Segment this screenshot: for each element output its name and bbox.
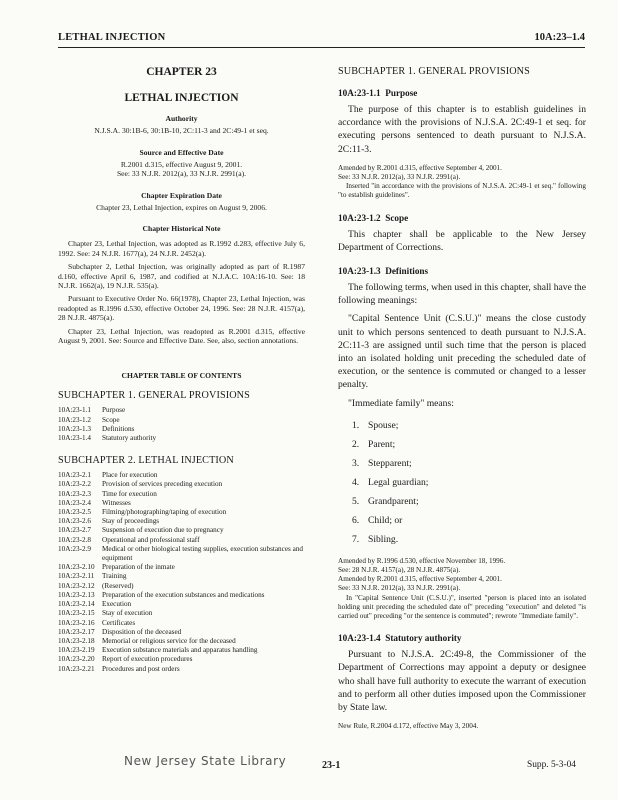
list-item: 7. Sibling. — [352, 533, 399, 545]
section-note: New Rule, R.2004 d.172, effective May 3, 2004. — [338, 722, 479, 731]
list-item: 4. Legal guardian; — [352, 476, 429, 488]
source-line: See: 33 N.J.R. 2012(a), 33 N.J.R. 2991(a). — [116, 169, 247, 179]
toc-row[interactable]: 10A:23-2.20 Report of execution procedures — [58, 655, 193, 664]
toc-row[interactable]: 10A:23-1.4 Statutory authority — [58, 434, 157, 443]
toc-row[interactable]: 10A:23-2.19 Execution substance materials and apparatus handling — [58, 646, 258, 655]
section-heading-1-1: 10A:23-1.1 Purpose — [338, 88, 418, 98]
section-body: Pursuant to N.J.S.A. 2C:49-8, the Commissioner of the Department of Corrections may appoint a deputy or designee who shall have full authority to execute the warrant of execution and to perform all other duties imposed upon the Commissioner by State law. — [338, 649, 586, 714]
source-line: R.2001 d.315, effective August 9, 2001. — [120, 159, 243, 169]
definition-family: "Immediate family" means: — [348, 397, 454, 409]
toc-row[interactable]: 10A:23-2.10 Preparation of the inmate — [58, 563, 175, 572]
toc-row[interactable]: 10A:23-2.15 Stay of execution — [58, 609, 153, 618]
history-paragraph: Chapter 23, Lethal Injection, was adopted as R.1992 d.283, effective July 6, 1992. See: 24 N.J.R. 1677(a), 24 N.J.R. 2452(a). — [58, 239, 305, 258]
chapter-title: LETHAL INJECTION — [124, 92, 239, 104]
toc-row[interactable]: 10A:23-2.3 Time for execution — [58, 489, 157, 498]
library-stamp: New Jersey State Library — [124, 754, 287, 768]
header-title: LETHAL INJECTION — [58, 32, 166, 43]
source-text — [58, 160, 305, 179]
expiration-heading: Chapter Expiration Date — [141, 190, 222, 200]
definition-csu: "Capital Sentence Unit (C.S.U.)" means the close custody unit to which persons sentenced to death pursuant to N.J.S.A. 2C:11-3 are assigned until such time that the person is placed into an isolated holding unit preceding the scheduled date of execution, or the sentence is commuted or changed to a lesser penalty. — [338, 313, 586, 391]
toc-row[interactable]: 10A:23-1.1 Purpose — [58, 406, 126, 415]
toc-row[interactable]: 10A:23-2.16 Certificates — [58, 618, 136, 627]
header-section: 10A:23–1.4 — [534, 32, 585, 43]
section-body: The following terms, when used in this chapter, shall have the following meanings: — [338, 282, 586, 307]
toc-heading: CHAPTER TABLE OF CONTENTS — [121, 371, 242, 381]
list-item: 5. Grandparent; — [352, 495, 419, 507]
history-heading: Chapter Historical Note — [142, 224, 221, 234]
toc-subchapter-1-title: SUBCHAPTER 1. GENERAL PROVISIONS — [58, 390, 250, 402]
toc-row[interactable]: 10A:23-2.7 Suspension of execution due to pregnancy — [58, 526, 224, 535]
toc-subchapter-1-list — [58, 406, 156, 443]
header-rule — [58, 47, 585, 48]
toc-row[interactable]: 10A:23-2.5 Filming/photographing/taping of execution — [58, 508, 227, 517]
page-number: 23-1 — [322, 760, 341, 771]
list-item: 6. Child; or — [352, 514, 403, 526]
authority-text: N.J.S.A. 30:1B-6, 30:1B-10, 2C:11-3 and 2C:49-1 et seq. — [94, 126, 269, 135]
left-column — [58, 66, 305, 674]
section-note: Amended by R.1996 d.530, effective November 18, 1996. See: 28 N.J.R. 4157(a), 28 N.J.R. 4875(a). Amended by R.2001 d.315, effective September 4, 2001. See: 33 N.J.R. 2012(a), 33 N.J.R. 2991(a). In "Capital Sentence Unit (C.S.U.)", inserted "person is placed into an isolated holding unit preceding the scheduled date of" preceding "execution" and deleted "is carried out" preceding "or the sentence is commuted"; rewrote "Immediate family". — [338, 556, 586, 621]
list-item: 1. Spouse; — [352, 419, 399, 431]
toc-row[interactable]: 10A:23-2.13 Preparation of the execution substances and medications — [58, 590, 265, 599]
list-item: 3. Stepparent; — [352, 457, 412, 469]
section-heading-1-2: 10A:23-1.2 Scope — [338, 212, 409, 223]
toc-row[interactable]: 10A:23-2.8 Operational and professional staff — [58, 535, 200, 544]
toc-subchapter-2-list — [58, 471, 305, 673]
authority-heading: Authority — [165, 114, 198, 123]
source-heading: Source and Effective Date — [139, 147, 224, 157]
history-paragraph: Subchapter 2, Lethal Injection, was originally adopted as part of R.1987 d.160, effective April 6, 1987, and codified at N.J.A.C. 10A:16-10. See: 18 N.J.R. 1662(a), 19 N.J.R. 535(a). — [58, 262, 305, 290]
section-body: The purpose of this chapter is to establish guidelines in accordance with the provisions of N.J.S.A. 2C:49-1 et seq. for executing persons sentenced to death pursuant to N.J.S.A. 2C:11-3. — [338, 104, 586, 155]
section-body: This chapter shall be applicable to the New Jersey Department of Corrections. — [338, 228, 586, 253]
toc-row[interactable]: 10A:23-2.18 Memorial or religious service for the deceased — [58, 636, 236, 645]
history-paragraph: Pursuant to Executive Order No. 66(1978), Chapter 23, Lethal Injection, was readopted as R.1996 d.530, effective October 24, 1996. See: 28 N.J.R. 4157(a), 28 N.J.R. 4875(a). — [58, 294, 305, 323]
toc-row[interactable]: 10A:23-2.4 Witnesses — [58, 498, 131, 507]
toc-row[interactable]: 10A:23-2.1 Place for execution — [58, 471, 158, 480]
toc-row[interactable]: 10A:23-2.12 (Reserved) — [58, 581, 134, 590]
toc-row[interactable]: 10A:23-2.9 Medical or other biological testing supplies, execution substances and equipment — [58, 544, 304, 563]
toc-row[interactable]: 10A:23-2.21 Procedures and post orders — [58, 664, 180, 673]
family-list — [338, 416, 586, 549]
toc-row[interactable]: 10A:23-1.3 Definitions — [58, 424, 135, 433]
toc-row[interactable]: 10A:23-2.6 Stay of proceedings — [58, 517, 160, 526]
history-paragraph: Chapter 23, Lethal Injection, was readopted as R.2001 d.315, effective August 9, 2001. See: Source and Effective Date. See, also, section annotations. — [58, 326, 305, 346]
toc-row[interactable]: 10A:23-1.2 Scope — [58, 415, 120, 424]
toc-row[interactable]: 10A:23-2.17 Disposition of the deceased — [58, 627, 182, 636]
toc-row[interactable]: 10A:23-2.14 Execution — [58, 600, 132, 609]
toc-row[interactable]: 10A:23-2.2 Provision of services preceding execution — [58, 480, 223, 489]
supplement-date: Supp. 5-3-04 — [527, 760, 576, 770]
chapter-number: CHAPTER 23 — [146, 66, 217, 78]
section-heading-1-3: 10A:23-1.3 Definitions — [338, 266, 429, 277]
subchapter-1-heading: SUBCHAPTER 1. GENERAL PROVISIONS — [338, 66, 530, 77]
toc-subchapter-2-title: SUBCHAPTER 2. LETHAL INJECTION — [58, 455, 234, 467]
section-note: Amended by R.2001 d.315, effective September 4, 2001. See: 33 N.J.R. 2012(a), 33 N.J.R. 2991(a). Inserted "in accordance with the provisions of N.J.S.A. 2C:49-1 et seq." following "to establish guidelines". — [338, 163, 586, 200]
toc-row[interactable]: 10A:23-2.11 Training — [58, 572, 127, 581]
list-item: 2. Parent; — [352, 438, 396, 450]
expiration-text: Chapter 23, Lethal Injection, expires on August 9, 2006. — [96, 202, 267, 212]
section-heading-1-4: 10A:23-1.4 Statutory authority — [338, 633, 462, 644]
right-column — [338, 66, 586, 732]
